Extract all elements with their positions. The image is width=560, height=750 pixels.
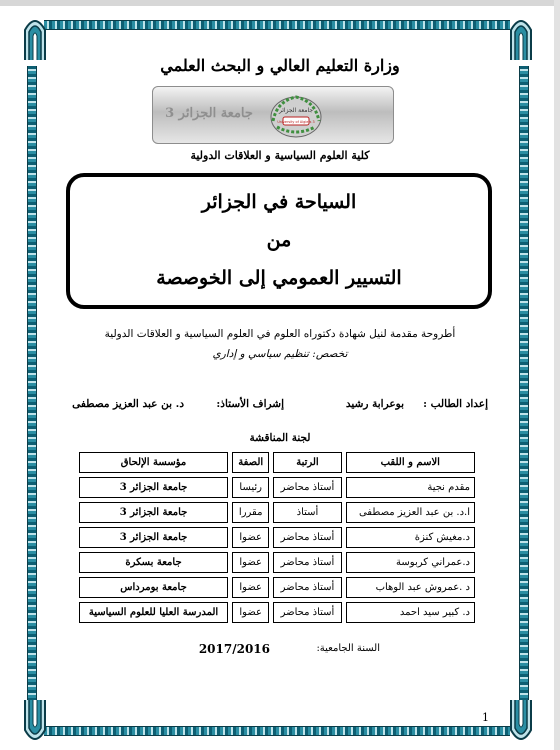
table-row [79,552,475,573]
academic-year-row [0,643,560,659]
ministry-heading: وزارة التعليم العالي و البحث العلمي [160,56,400,75]
thesis-description: أطروحة مقدمة لنيل شهادة دكتوراه العلوم في العلوم السياسية و العلاقات الدولية [104,328,456,340]
thesis-title-box [66,173,492,309]
member-name: د.مغيش كنزة [346,527,475,548]
table-header-row [79,452,475,473]
member-role: مقررا [232,502,269,523]
thesis-title-line-2: من [266,229,292,251]
table-row [79,602,475,623]
member-rank: أستاذ محاضر [273,602,341,623]
university-name-logo-text: جامعة الجزائر 3 [165,106,253,121]
table-row [79,577,475,598]
member-name: مقدم نجية [346,477,475,498]
corner-arch-ornament-icon [509,700,533,746]
member-institution: جامعة بسكرة [79,552,228,573]
page-number: 1 [482,711,489,724]
university-emblem-icon [269,91,323,139]
corner-arch-ornament-icon [23,700,47,746]
member-rank: أستاذ محاضر [273,552,341,573]
faculty-heading: كلية العلوم السياسية و العلاقات الدولية [190,149,370,162]
university-logo [152,86,394,144]
specialty-line: تخصص: تنظيم سياسي و إداري [212,348,348,360]
thesis-title-line-3: التسيير العمومي إلى الخوصصة [156,267,402,289]
supervisor-name: د. بن عبد العزيز مصطفى [72,398,184,410]
academic-year-value: 2017/2016 [198,642,270,656]
decorative-border-top [44,20,510,30]
svg-text:جامعة الجزائر: جامعة الجزائر [278,107,314,114]
column-header-institution: مؤسسة الإلحاق [79,452,228,473]
svg-text:University of Algiers 3: University of Algiers 3 [277,120,315,124]
committee-title: لجنة المناقشة [249,432,311,444]
decorative-border-left [27,66,37,706]
committee-table [75,448,479,627]
thesis-title-line-1: السياحة في الجزائر [201,191,357,213]
member-rank: أستاذ محاضر [273,577,341,598]
member-name: د .عمروش عبد الوهاب [346,577,475,598]
viewer-scrollbar[interactable] [554,0,560,750]
member-institution: المدرسة العليا للعلوم السياسية [79,602,228,623]
column-header-role: الصفة [232,452,269,473]
member-rank: أستاذ محاضر [273,527,341,548]
academic-year-label: السنة الجامعية: [316,643,380,654]
table-row [79,477,475,498]
table-row [79,502,475,523]
decorative-border-bottom [44,726,510,736]
column-header-rank: الرتبة [273,452,341,473]
preparation-row [0,398,560,414]
member-institution: جامعة الجزائر 3 [79,502,228,523]
decorative-border-right [519,66,529,706]
member-role: عضوا [232,527,269,548]
member-institution: جامعة بومرداس [79,577,228,598]
member-rank: أستاذ [273,502,341,523]
member-institution: جامعة الجزائر 3 [79,527,228,548]
table-row [79,527,475,548]
member-role: رئيسا [232,477,269,498]
member-name: ا.د. بن عبد العزيز مصطفى [346,502,475,523]
document-page [0,6,554,750]
member-role: عضوا [232,602,269,623]
student-name: بوعرابة رشيد [345,398,404,410]
column-header-name: الاسم و اللقب [346,452,475,473]
corner-arch-ornament-icon [509,14,533,60]
supervisor-label: إشراف الأستاذ: [216,398,284,410]
member-role: عضوا [232,577,269,598]
member-rank: أستاذ محاضر [273,477,341,498]
member-institution: جامعة الجزائر 3 [79,477,228,498]
member-name: د.عمراني كربوسة [346,552,475,573]
member-name: د. كبير سيد احمد [346,602,475,623]
member-role: عضوا [232,552,269,573]
corner-arch-ornament-icon [23,14,47,60]
student-label: إعداد الطالب : [423,398,488,410]
